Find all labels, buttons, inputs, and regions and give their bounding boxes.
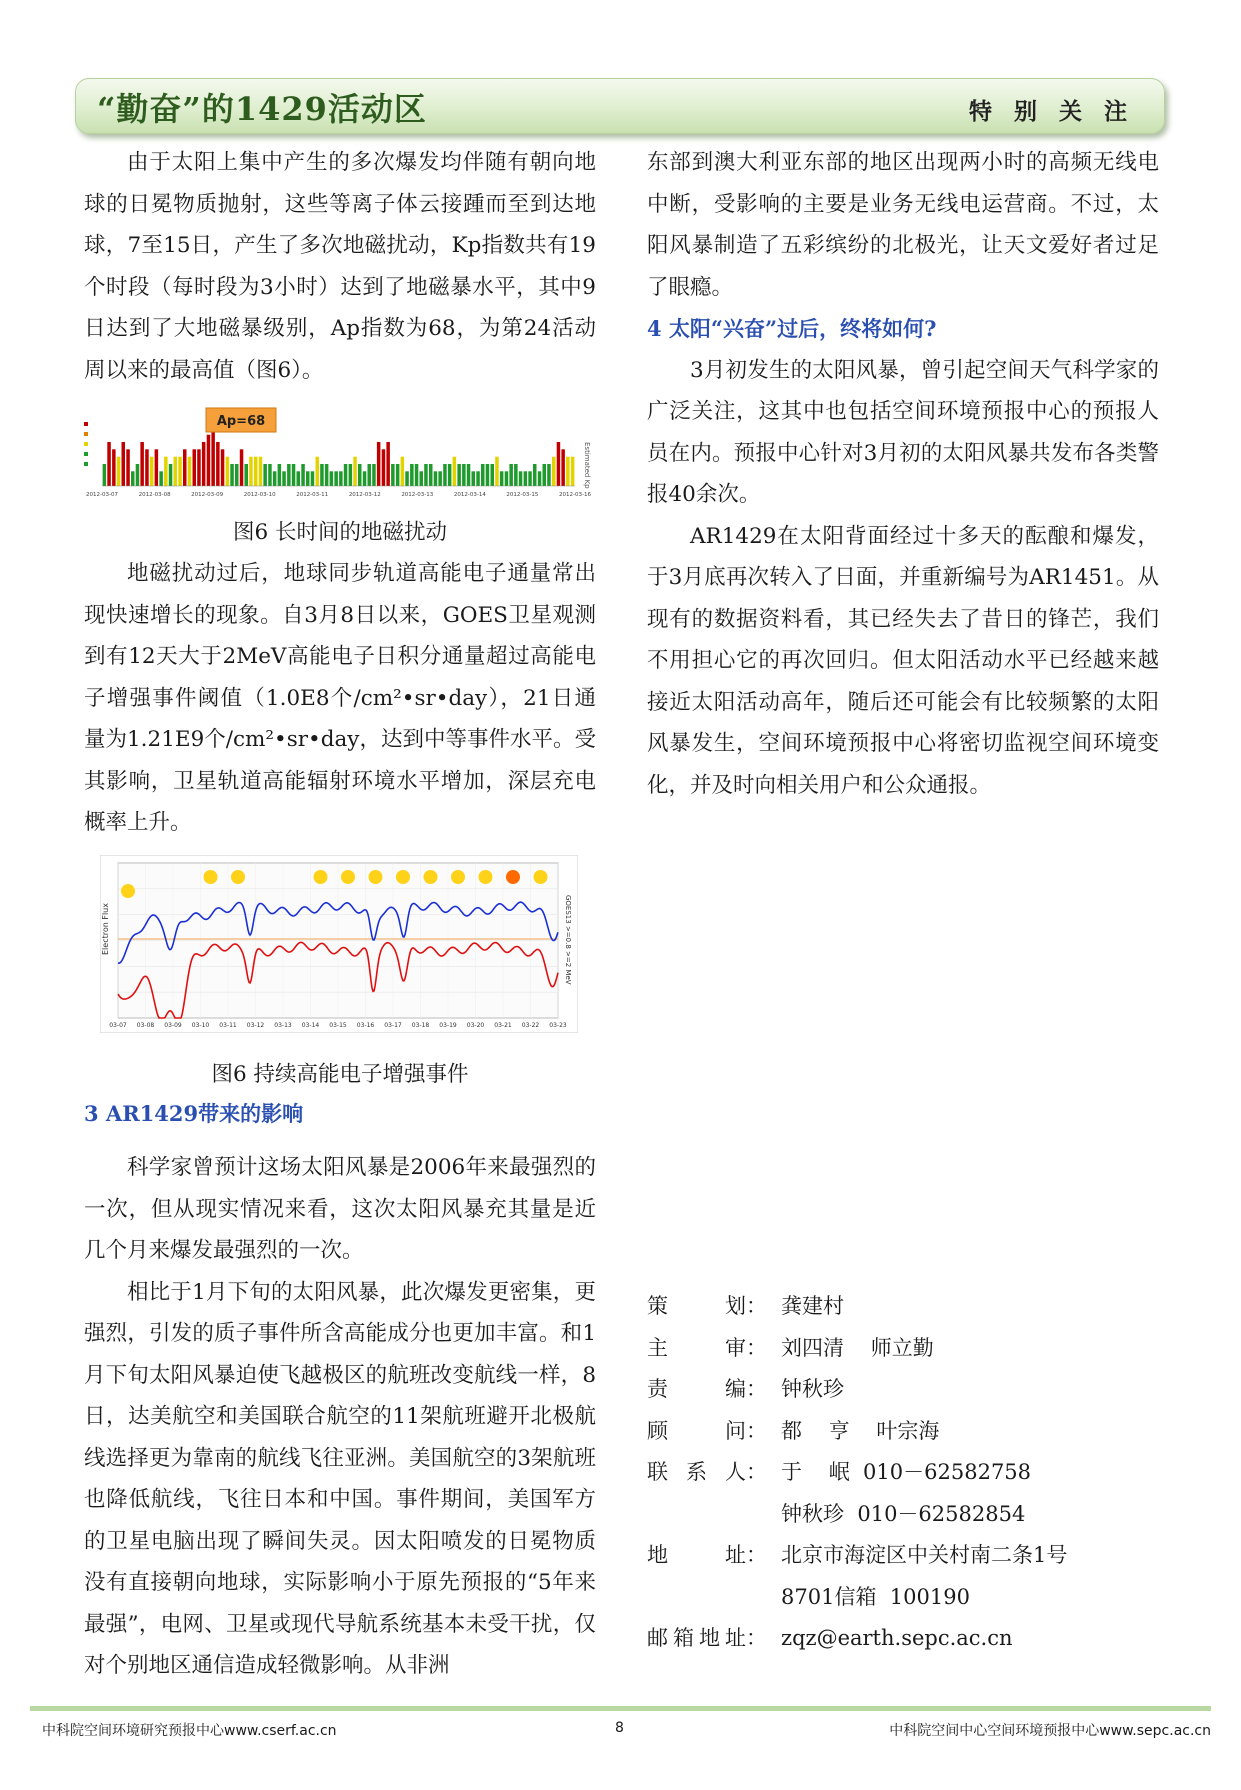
- credit-row: [647, 1494, 1067, 1536]
- kp-bar: [353, 457, 357, 486]
- kp-bar: [320, 464, 324, 486]
- kp-bar: [282, 471, 286, 486]
- kp-bar: [462, 464, 466, 486]
- credit-value: 钟秋珍 010－62582854: [781, 1501, 1026, 1526]
- credit-label-char: 址：: [725, 1543, 767, 1567]
- sun-marker: [396, 870, 410, 884]
- kp-bar: [557, 442, 561, 486]
- kp-bar: [306, 471, 310, 486]
- kp-bar: [538, 471, 542, 486]
- kp-bar: [491, 464, 495, 486]
- kp-bar: [330, 471, 334, 486]
- sun-marker: [424, 870, 438, 884]
- kp-bar: [543, 464, 547, 486]
- kp-bar: [155, 449, 159, 486]
- credit-label: [647, 1411, 767, 1453]
- kp-bar: [481, 464, 485, 486]
- electron-flux-chart: [100, 855, 578, 1033]
- credit-row: [647, 1286, 1067, 1328]
- ap-annotation: Ap=68: [216, 414, 266, 429]
- section-heading: 3 AR1429带来的影响: [84, 1101, 304, 1126]
- kp-tick-label: 2012-03-08: [138, 492, 171, 498]
- sun-marker: [341, 870, 355, 884]
- kp-bar: [325, 464, 329, 486]
- figure-caption: 图6 长时间的地磁扰动: [232, 520, 447, 545]
- sun-marker: [231, 870, 245, 884]
- kp-bar: [472, 471, 476, 486]
- flux-tick-label: 03-23: [549, 1022, 567, 1029]
- credit-label-char: 主: [647, 1335, 668, 1360]
- credit-label: [647, 1286, 767, 1328]
- kp-bar: [136, 464, 140, 486]
- kp-bar: [178, 457, 182, 486]
- right-column: [647, 142, 1159, 806]
- page-title: “勤奋”的1429活动区: [97, 90, 427, 128]
- kp-bar: [230, 464, 234, 486]
- kp-bar: [509, 464, 513, 486]
- sun-marker: [534, 870, 548, 884]
- kp-tick-label: 2012-03-16: [559, 492, 591, 498]
- left-column-2: [84, 553, 596, 844]
- kp-bar: [358, 464, 362, 486]
- credits-block: [647, 1286, 1067, 1660]
- kp-bar: [396, 464, 400, 486]
- kp-bar: [561, 449, 565, 486]
- flux-tick-label: 03-22: [521, 1022, 540, 1029]
- sun-marker: [479, 870, 493, 884]
- credit-row: [647, 1577, 1067, 1619]
- credit-label: [647, 1577, 767, 1619]
- credit-value: 北京市海淀区中关村南二条1号: [781, 1543, 1068, 1567]
- credit-label-char: 问：: [725, 1418, 767, 1443]
- left-column: [84, 142, 596, 391]
- kp-tick-label: 2012-03-10: [243, 492, 276, 498]
- kp-bar: [552, 457, 556, 486]
- paragraph: 地磁扰动过后，地球同步轨道高能电子通量常出现快速增长的现象。自3月8日以来，GOES卫星观测到有12天大于2MeV高能电子日积分通量超过高能电子增强事件阈值（1.0E8个/cm²•sr•day），21日通量为1.21E9个/cm²•sr•day，达到中等事件水平。受其影响，卫星轨道高能辐射环境水平增加，深层充电概率上升。: [84, 561, 596, 835]
- credit-label-char: 址：: [725, 1626, 767, 1650]
- kp-bar: [169, 464, 173, 486]
- kp-bar: [566, 457, 570, 486]
- sun-marker: [369, 870, 383, 884]
- sun-marker: [204, 870, 218, 884]
- kp-bar: [126, 449, 130, 486]
- kp-bar: [344, 464, 348, 486]
- credit-label: [647, 1328, 767, 1370]
- footer-left: 中科院空间环境研究预报中心www.cserf.ac.cn: [42, 1723, 337, 1739]
- paragraph: AR1429在太阳背面经过十多天的酝酿和爆发，于3月底再次转入了日面，并重新编号为AR1451。从现有的数据资料看，其已经失去了昔日的锋芒，我们不用担心它的再次回归。但太阳活动水平已经越来越接近太阳活动高年，随后还可能会有比较频繁的太阳风暴发生，空间环境预报中心将密切监视空间环境变化，并及时向相关用户和公众通报。: [647, 523, 1159, 798]
- credit-label: [647, 1369, 767, 1411]
- credit-label: [647, 1494, 767, 1536]
- credit-row: [647, 1411, 1067, 1453]
- kp-bar: [216, 442, 220, 486]
- kp-bar: [410, 464, 414, 486]
- credit-label-char: 地: [647, 1543, 668, 1567]
- flux-tick-label: 03-21: [494, 1022, 512, 1029]
- kp-bar: [571, 457, 575, 486]
- kp-bar: [495, 457, 499, 486]
- flux-tick-label: 03-09: [164, 1022, 182, 1029]
- kp-bar: [363, 471, 367, 486]
- kp-bar: [349, 464, 353, 486]
- flux-tick-label: 03-18: [411, 1022, 430, 1029]
- kp-bar: [334, 471, 338, 486]
- kp-tick-label: 2012-03-15: [506, 492, 539, 498]
- credit-label-char: 系: [686, 1460, 707, 1484]
- credit-label-char: 审：: [725, 1335, 767, 1360]
- flux-ticks: [109, 1022, 567, 1029]
- credit-label-char: 顾: [647, 1418, 668, 1443]
- kp-bar: [429, 464, 433, 486]
- kp-bar: [377, 442, 381, 486]
- kp-tick-label: 2012-03-13: [401, 492, 434, 498]
- kp-bar: [150, 457, 154, 486]
- credit-label-char: 责: [647, 1377, 668, 1401]
- kp-bar: [457, 464, 461, 486]
- kp-legend-swatch: [84, 452, 88, 456]
- flux-tick-label: 03-16: [356, 1022, 375, 1029]
- kp-bar: [382, 449, 386, 486]
- kp-bar: [301, 464, 305, 486]
- kp-bar: [292, 464, 296, 486]
- kp-bar: [207, 435, 211, 486]
- kp-bar: [524, 471, 528, 486]
- kp-bar: [514, 464, 518, 486]
- credit-label: [647, 1618, 767, 1660]
- credit-value: 都 亨 叶宗海: [781, 1418, 940, 1443]
- flux-tick-label: 03-20: [466, 1022, 485, 1029]
- flux-tick-label: 03-19: [439, 1022, 457, 1029]
- kp-bar: [226, 457, 230, 486]
- kp-bar: [103, 464, 107, 486]
- kp-bar: [405, 471, 409, 486]
- credit-label: [647, 1535, 767, 1577]
- kp-bar: [259, 457, 263, 486]
- kp-bar: [188, 457, 192, 486]
- kp-bar: [235, 464, 239, 486]
- kp-bar: [391, 464, 395, 486]
- credit-label-char: 箱: [673, 1626, 694, 1650]
- kp-bar: [438, 471, 442, 486]
- kp-bar: [211, 427, 215, 486]
- left-column-3: [84, 1147, 596, 1687]
- flux-ylabel: Electron Flux: [101, 903, 110, 955]
- flux-tick-label: 03-17: [384, 1022, 402, 1029]
- sun-marker: [451, 870, 465, 884]
- kp-bar: [159, 471, 163, 486]
- flux-tick-label: 03-12: [246, 1022, 265, 1029]
- kp-bar: [164, 457, 168, 486]
- kp-tick-label: 2012-03-09: [191, 492, 224, 498]
- kp-legend-swatch: [84, 422, 88, 426]
- kp-legend-swatch: [84, 442, 88, 446]
- credit-row: [647, 1618, 1067, 1660]
- credit-value: 8701信箱 100190: [781, 1584, 970, 1609]
- kp-bar: [245, 464, 249, 486]
- flux-right-label: GOES13 >=0.8 >=2 MeV: [564, 895, 572, 985]
- credit-value: 钟秋珍: [781, 1377, 844, 1401]
- kp-bar: [268, 464, 272, 486]
- kp-bar: [500, 471, 504, 486]
- kp-bar: [311, 471, 315, 486]
- kp-bar: [193, 449, 197, 486]
- footer-divider: [30, 1706, 1211, 1711]
- kp-bar: [505, 471, 509, 486]
- kp-bar: [112, 449, 116, 486]
- sun-marker: [121, 884, 135, 898]
- credit-label: [647, 1452, 767, 1494]
- kp-bar: [339, 471, 343, 486]
- kp-bar: [197, 449, 201, 486]
- kp-bar: [297, 471, 301, 486]
- credit-label-char: 人：: [725, 1460, 767, 1484]
- kp-bar: [443, 464, 447, 486]
- credit-label-char: 邮: [647, 1626, 668, 1650]
- paragraph: 由于太阳上集中产生的多次爆发均伴随有朝向地球的日冕物质抛射，这些等离子体云接踵而至到达地球，7至15日，产生了多次地磁扰动，Kp指数共有19个时段（每时段为3小时）达到了地磁暴水平，其中9日达到了大地磁暴级别，Ap指数为68，为第24活动周以来的最高值（图6）。: [84, 150, 596, 383]
- kp-bar: [278, 464, 282, 486]
- kp-tick-label: 2012-03-07: [86, 492, 118, 498]
- paragraph: 东部到澳大利亚东部的地区出现两小时的高频无线电中断，受影响的主要是业务无线电运营商。不过，太阳风暴制造了五彩缤纷的北极光，让天文爱好者过足了眼瘾。: [647, 150, 1159, 300]
- section-heading: 4 太阳“兴奋”过后，终将如何?: [647, 316, 937, 341]
- kp-bar: [183, 449, 187, 486]
- kp-bar: [386, 442, 390, 486]
- kp-bar: [453, 457, 457, 486]
- credit-row: [647, 1452, 1067, 1494]
- kp-bar: [287, 464, 291, 486]
- credit-value: 于 岷 010－62582758: [781, 1460, 1032, 1484]
- kp-bar: [240, 449, 244, 486]
- kp-bar: [448, 464, 452, 486]
- credit-value: 刘四清 师立勤: [781, 1335, 934, 1360]
- kp-bar: [424, 464, 428, 486]
- credit-row: [647, 1328, 1067, 1370]
- section-label: 特别关注: [969, 98, 1149, 125]
- kp-bar: [202, 442, 206, 486]
- kp-bar: [131, 471, 135, 486]
- kp-bar: [273, 471, 277, 486]
- credit-label-char: 地: [699, 1626, 720, 1650]
- kp-bar: [547, 464, 551, 486]
- credit-label-char: 编：: [725, 1377, 767, 1401]
- kp-bar: [174, 457, 178, 486]
- kp-legend-swatch: [84, 432, 88, 436]
- sun-marker: [314, 870, 328, 884]
- kp-bar: [420, 471, 424, 486]
- kp-right-label: Estimated Kp: [583, 442, 591, 489]
- paragraph: 3月初发生的太阳风暴，曾引起空间天气科学家的广泛关注，这其中也包括空间环境预报中心的预报人员在内。预报中心针对3月初的太阳风暴共发布各类警报40余次。: [647, 357, 1159, 507]
- kp-bar: [254, 457, 258, 486]
- kp-bar: [368, 464, 372, 486]
- kp-bar: [415, 464, 419, 486]
- kp-bar: [467, 464, 471, 486]
- kp-tick-label: 2012-03-14: [453, 492, 486, 498]
- flux-tick-label: 03-07: [109, 1022, 127, 1029]
- kp-bar: [117, 457, 121, 486]
- credit-row: [647, 1535, 1067, 1577]
- kp-bar: [140, 442, 144, 486]
- kp-tick-label: 2012-03-12: [348, 492, 381, 498]
- flux-tick-label: 03-15: [329, 1022, 347, 1029]
- kp-tick-label: 2012-03-11: [296, 492, 329, 498]
- flux-tick-label: 03-13: [274, 1022, 292, 1029]
- kp-bar: [476, 471, 480, 486]
- kp-bar: [401, 457, 405, 486]
- flux-tick-label: 03-08: [136, 1022, 155, 1029]
- credit-row: [647, 1369, 1067, 1411]
- credit-label-char: 策: [647, 1294, 668, 1318]
- kp-bar: [107, 442, 111, 486]
- kp-bar: [122, 442, 126, 486]
- sun-marker: [506, 870, 520, 884]
- page-number: 8: [615, 1720, 624, 1736]
- kp-bar: [372, 464, 376, 486]
- footer-right: 中科院空间中心空间环境预报中心www.sepc.ac.cn: [889, 1723, 1211, 1739]
- kp-bar: [145, 449, 149, 486]
- kp-bar: [519, 471, 523, 486]
- kp-bar: [221, 449, 225, 486]
- kp-bar: [528, 471, 532, 486]
- kp-chart: [80, 402, 600, 502]
- figure-caption: 图6 持续高能电子增强事件: [211, 1062, 469, 1087]
- flux-tick-label: 03-14: [301, 1022, 320, 1029]
- kp-bar: [533, 464, 537, 486]
- kp-bar: [316, 457, 320, 486]
- kp-bar: [434, 471, 438, 486]
- kp-legend-swatch: [84, 462, 88, 466]
- flux-tick-label: 03-11: [219, 1022, 237, 1029]
- paragraph: 科学家曾预计这场太阳风暴是2006年来最强烈的一次，但从现实情况来看，这次太阳风暴充其量是近几个月来爆发最强烈的一次。: [84, 1155, 596, 1263]
- kp-bar: [263, 464, 267, 486]
- flux-tick-label: 03-10: [191, 1022, 210, 1029]
- credit-label-char: 划：: [725, 1294, 767, 1318]
- kp-bar: [249, 457, 253, 486]
- paragraph: 相比于1月下旬的太阳风暴，此次爆发更密集，更强烈，引发的质子事件所含高能成分也更加丰富。和1月下旬太阳风暴迫使飞越极区的航班改变航线一样，8日，达美航空和美国联合航空的11架航班避开北极航线选择更为靠南的航线飞往亚洲。美国航空的3架航班也降低航线，飞往日本和中国。事件期间，美国军方的卫星电脑出现了瞬间失灵。因太阳喷发的日冕物质没有直接朝向地球，实际影响小于原先预报的“5年来最强”，电网、卫星或现代导航系统基本未受干扰，仅对个别地区通信造成轻微影响。从非洲: [84, 1279, 596, 1678]
- credit-value: 龚建村: [781, 1294, 844, 1318]
- credit-label-char: 联: [647, 1460, 668, 1484]
- kp-bar: [486, 464, 490, 486]
- credit-value: zqz@earth.sepc.ac.cn: [781, 1626, 1013, 1650]
